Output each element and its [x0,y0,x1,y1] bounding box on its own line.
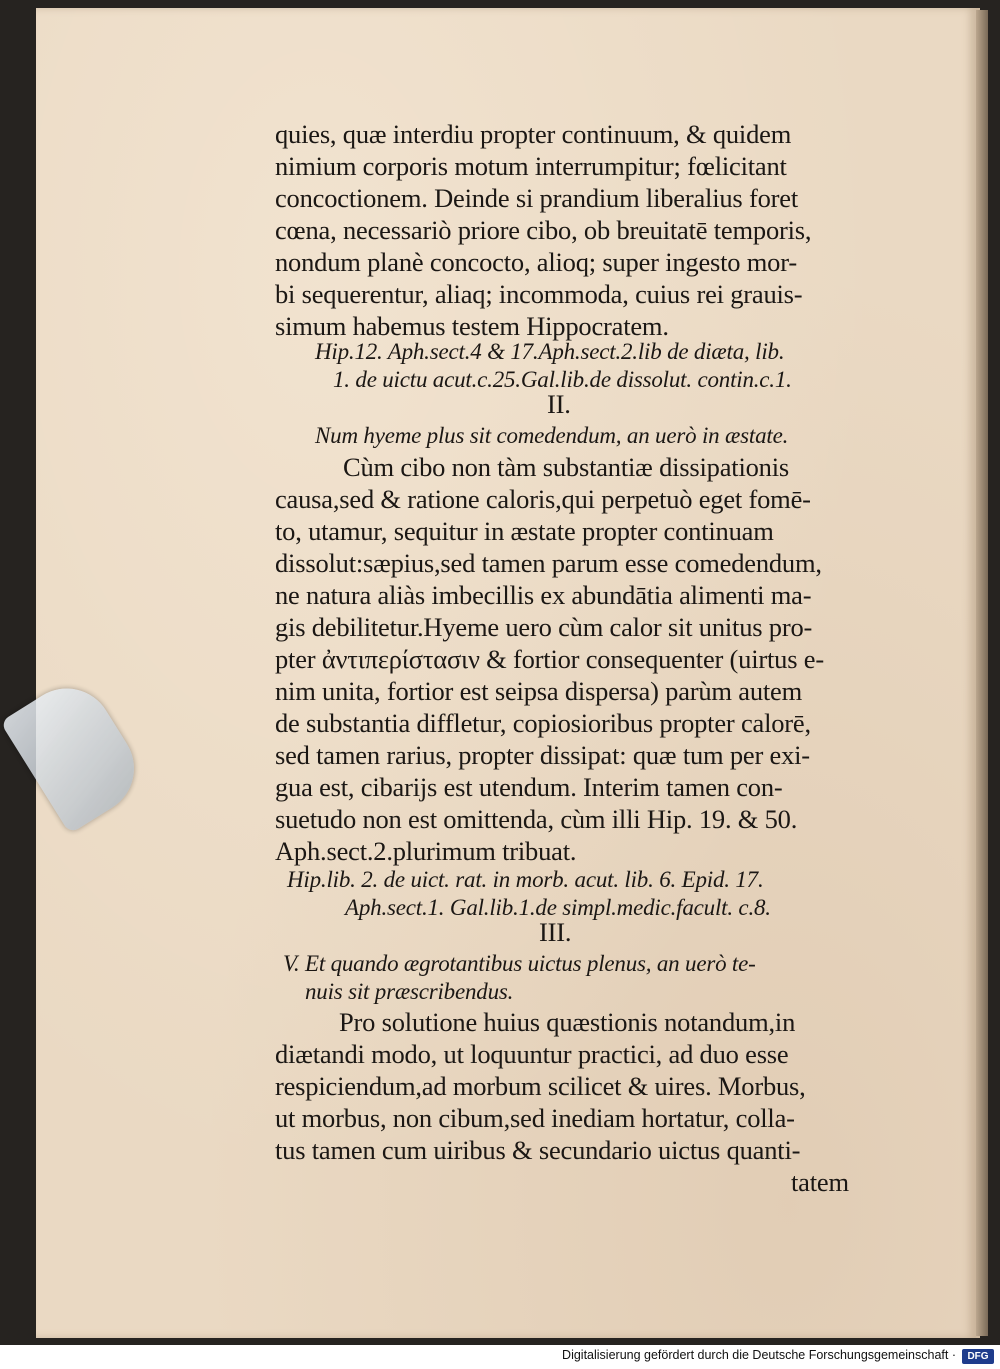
citation-line: 1. de uictu acut.c.25.Gal.lib.de dissolut. contin.c.1. [333,367,792,392]
section-heading: V. Et quando ægrotantibus uictus plenus, an uerò te- [283,951,756,976]
text-line: ut morbus, non cibum,sed inediam hortatur, colla- [275,1103,795,1133]
text-line: simum habemus testem Hippocratem. [275,311,669,341]
text-line: causa,sed & ratione caloris,qui perpetuò eget fomē- [275,484,811,514]
catchword: tatem [791,1167,849,1197]
text-line: respiciendum,ad morbum scilicet & uires. Morbus, [275,1071,806,1101]
text-line: pter ἀντιπερίστασιν & fortior consequenter (uirtus e- [275,644,824,674]
text-line: tus tamen cum uiribus & secundario uictus quanti- [275,1135,801,1165]
text-line: dissolut:sæpius,sed tamen parum esse comedendum, [275,548,822,578]
text-line: quies, quæ interdiu propter continuum, & quidem [275,119,792,149]
text-line: Cùm cibo non tàm substantiæ dissipationis [343,452,789,482]
text-line: ne natura aliàs imbecillis ex abundātia alimenti ma- [275,580,812,610]
citation-line: Aph.sect.1. Gal.lib.1.de simpl.medic.facult. c.8. [345,895,771,920]
dfg-logo: DFG [962,1349,994,1364]
text-line: Aph.sect.2.plurimum tribuat. [275,836,577,866]
text-line: nimium corporis motum interrumpitur; fœlicitant [275,151,787,181]
text-line: gua est, cibarijs est utendum. Interim tamen con- [275,772,783,802]
citation-line: Hip.12. Aph.sect.4 & 17.Aph.sect.2.lib de diæta, lib. [315,339,785,364]
text-line: de substantia diffletur, copiosioribus propter calorē, [275,708,811,738]
text-line: diætandi modo, ut loquuntur practici, ad duo esse [275,1039,789,1069]
text-line: nondum planè concocto, alioq; super ingesto mor- [275,247,797,277]
text-line: sed tamen rarius, propter dissipat: quæ tum per exi- [275,740,810,770]
text-line: nim unita, fortior est seipsa dispersa) parùm autem [275,676,803,706]
text-line: cœna, necessariò priore cibo, ob breuitatē temporis, [275,215,812,245]
text-line: suetudo non est omittenda, cùm illi Hip. 19. & 50. [275,804,798,834]
citation-line: Hip.lib. 2. de uict. rat. in morb. acut. lib. 6. Epid. 17. [287,867,764,892]
footer-bar [0,1345,1000,1369]
text-line: to, utamur, sequitur in æstate propter continuam [275,516,774,546]
section-number: II. [547,389,571,419]
text-line: Pro solutione huius quæstionis notandum,in [339,1007,796,1037]
footer-credit: Digitalisierung gefördert durch die Deutsche Forschungsgemeinschaft · [562,1348,956,1362]
text-line: concoctionem. Deinde si prandium liberalius foret [275,183,798,213]
text-line: bi sequerentur, aliaq; incommoda, cuius rei grauis- [275,279,803,309]
section-heading: nuis sit præscribendus. [305,979,514,1004]
section-heading: Num hyeme plus sit comedendum, an uerò in æstate. [315,423,789,448]
section-number: III. [539,917,572,947]
page-edge [976,10,988,1336]
text-line: gis debilitetur.Hyeme uero cùm calor sit unitus pro- [275,612,813,642]
